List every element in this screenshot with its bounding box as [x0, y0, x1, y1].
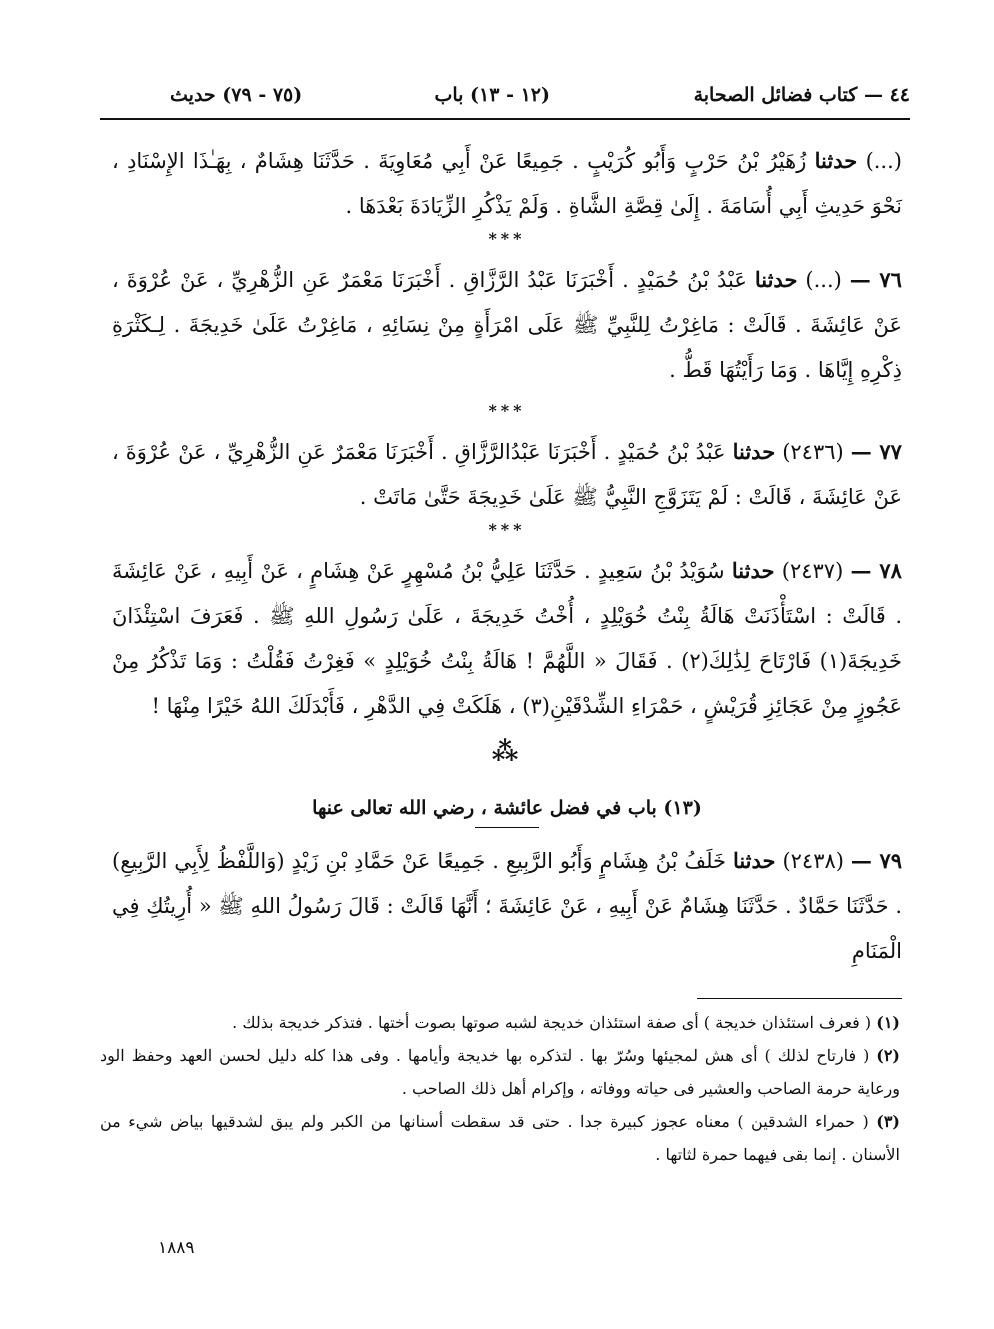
- footnote-number: (٣): [876, 1112, 900, 1131]
- hadith-lead: حدثنا: [732, 848, 776, 873]
- chapter-title: (١٣) باب في فضل عائشة ، رضي الله تعالى عنها: [312, 797, 702, 819]
- hadith-number: ٧٨ —: [850, 558, 902, 583]
- separator-stars-pyramid: ⁂: [491, 737, 523, 767]
- header-chapter-range: (١٢ - ١٣) باب: [434, 84, 550, 106]
- hadith-paragraph: [112, 257, 902, 393]
- header-hadith-range: (٧٥ - ٧٩) حديث: [170, 84, 303, 106]
- footnote-text: ( حمراء الشدقين ) معناه عجوز كبيرة جدا . حتى قد سقطت أسنانها من الكبر ولم يبق لشدقيها بياض شيء من الأسنان . إنما بقى فيهما حمرة لثاتها .: [100, 1112, 900, 1164]
- hadith-paragraph: [112, 838, 902, 974]
- separator-stars: ***: [488, 401, 526, 420]
- hadith-lead: حدثنا: [731, 558, 775, 583]
- hadith-paragraph: [112, 429, 902, 520]
- footnote: [100, 1105, 900, 1171]
- hadith-text: زُهَيْرُ بْنُ حَرْبٍ وَأَبُو كُرَيْبٍ . جَمِيعًا عَنْ أَبِي مُعَاوِيَةَ . حَدَّثَنَا هِشَامٌ ، بِهَـٰذَا الإِسْنَادِ ، نَحْوَ حَدِيثِ أَبِي أُسَامَةَ . إِلَىٰ قِصَّةِ الشَّاةِ . وَلَمْ يَذْكُرِ الزِّيَادَةَ بَعْدَهَا .: [112, 149, 902, 218]
- page-number: ١٨٨٩: [158, 1238, 195, 1258]
- hadith-number: ٧٩ —: [850, 848, 903, 873]
- hadith-number: ٧٧ —: [850, 439, 902, 464]
- hadith-paragraph: [112, 548, 902, 729]
- hadith-text: عَبْدُ بْنُ حُمَيْدٍ . أَخْبَرَنَا عَبْدُ الرَّزَّاقِ . أَخْبَرَنَا مَعْمَرٌ عَنِ الزُّهْرِيِّ ، عَنْ عُرْوَةَ ، عَنْ عَائِشَةَ . قَالَتْ : مَاغِرْتُ لِلنَّبِيِّ ﷺ عَلَى امْرَأَةٍ مِنْ نِسَائِهِ ، مَاغِرْتُ عَلَىٰ خَدِيجَةَ . لِـكَثْرَةِ ذِكْرِهِ إِيَّاهَا . وَمَا رَأَيْتُهَا قَطُّ .: [112, 268, 902, 382]
- hadith-lead: حدثنا: [732, 439, 776, 464]
- separator-stars: ***: [488, 229, 526, 248]
- hadith-ref: (...): [805, 268, 842, 292]
- hadith-ref: (٢٤٣٦): [782, 440, 844, 464]
- hadith-number: ٧٦ —: [849, 267, 902, 292]
- chapter-title-rule: [475, 827, 539, 828]
- header-book-title: ٤٤ — كتاب فضائل الصحابة: [693, 84, 910, 106]
- hadith-ref: (...): [865, 149, 902, 173]
- footnote-rule: [697, 998, 902, 999]
- header-rule: [100, 118, 910, 120]
- hadith-text: خَلَفُ بْنُ هِشَامٍ وَأَبُو الرَّبِيعِ . جَمِيعًا عَنْ حَمَّادِ بْنِ زَيْدٍ (وَاللَّفْظُ لِأَبِي الرَّبِيعِ) . حَدَّثَنَا حَمَّادٌ . حَدَّثَنَا هِشَامٌ عَنْ أَبِيهِ ، عَنْ عَائِشَةَ ؛ أَنَّهَا قَالَتْ : قَالَ رَسُولُ اللهِ ﷺ « أُرِيتُكِ فِي الْمَنَامِ: [112, 849, 902, 963]
- hadith-ref: (٢٤٣٧): [781, 559, 844, 583]
- hadith-text: سُوَيْدُ بْنُ سَعِيدٍ . حَدَّثَنَا عَلِيُّ بْنُ مُسْهِرٍ عَنْ هِشَامٍ ، عَنْ أَبِيهِ ، عَنْ عَائِشَةَ . قَالَتْ : اسْتَأْذَنَتْ هَالَةُ بِنْتُ خُوَيْلِدٍ ، أُخْتُ خَدِيجَةَ ، عَلَىٰ رَسُولِ اللهِ ﷺ . فَعَرَفَ اسْتِئْذَانَ خَدِيجَةَ(١) فَارْتَاحَ لِذَٰلِكَ(٢) . فَقَالَ « اللَّهُمَّ ! هَالَةُ بِنْتُ خُوَيْلِدٍ » فَغِرْتُ فَقُلْتُ : وَمَا تَذْكُرُ مِنْ عَجُوزٍ مِنْ عَجَائِزِ قُرَيْشٍ ، حَمْرَاءِ الشِّدْقَيْنِ(٣) ، هَلَكَتْ فِي الدَّهْرِ ، فَأَبْدَلَكَ اللهُ خَيْرًا مِنْهَا !: [112, 559, 902, 718]
- hadith-lead: حدثنا: [814, 148, 858, 173]
- hadith-paragraph: [112, 138, 902, 229]
- main-text: [112, 138, 902, 974]
- footnote-text: ( فارتاح لذلك ) أى هش لمجيئها وسُرّ بها . لتذكره بها خديجة وأيامها . وفى هذا كله دليل لحسن العهد وحفظ الود ورعاية حرمة الصاحب والعشير فى حياته ووفاته ، وإكرام أهل ذلك الصاحب .: [100, 1046, 900, 1098]
- hadith-text: عَبْدُ بْنُ حُمَيْدٍ . أَخْبَرَنَا عَبْدُالرَّزَّاقِ . أَخْبَرَنَا مَعْمَرٌ عَنِ الزُّهْرِيِّ ، عَنْ عُرْوَةَ ، عَنْ عَائِشَةَ ، قَالَتْ : لَمْ يَتَزَوَّجِ النَّبِيُّ ﷺ عَلَىٰ خَدِيجَةَ حَتَّىٰ مَاتَتْ .: [112, 440, 902, 509]
- running-header: [100, 78, 910, 118]
- footnote-number: (١): [876, 1013, 900, 1032]
- footnote-text: ( فعرف استئذان خديجة ) أى صفة استئذان خديجة لشبه صوتها بصوت أختها . فتذكر خديجة بذلك .: [232, 1013, 872, 1032]
- footnote: [100, 1006, 900, 1039]
- footnote: [100, 1039, 900, 1105]
- hadith-lead: حدثنا: [754, 267, 798, 292]
- hadith-ref: (٢٤٣٨): [782, 849, 844, 873]
- footnotes: [100, 1006, 900, 1171]
- footnote-number: (٢): [876, 1046, 900, 1065]
- separator-stars: ***: [488, 520, 526, 539]
